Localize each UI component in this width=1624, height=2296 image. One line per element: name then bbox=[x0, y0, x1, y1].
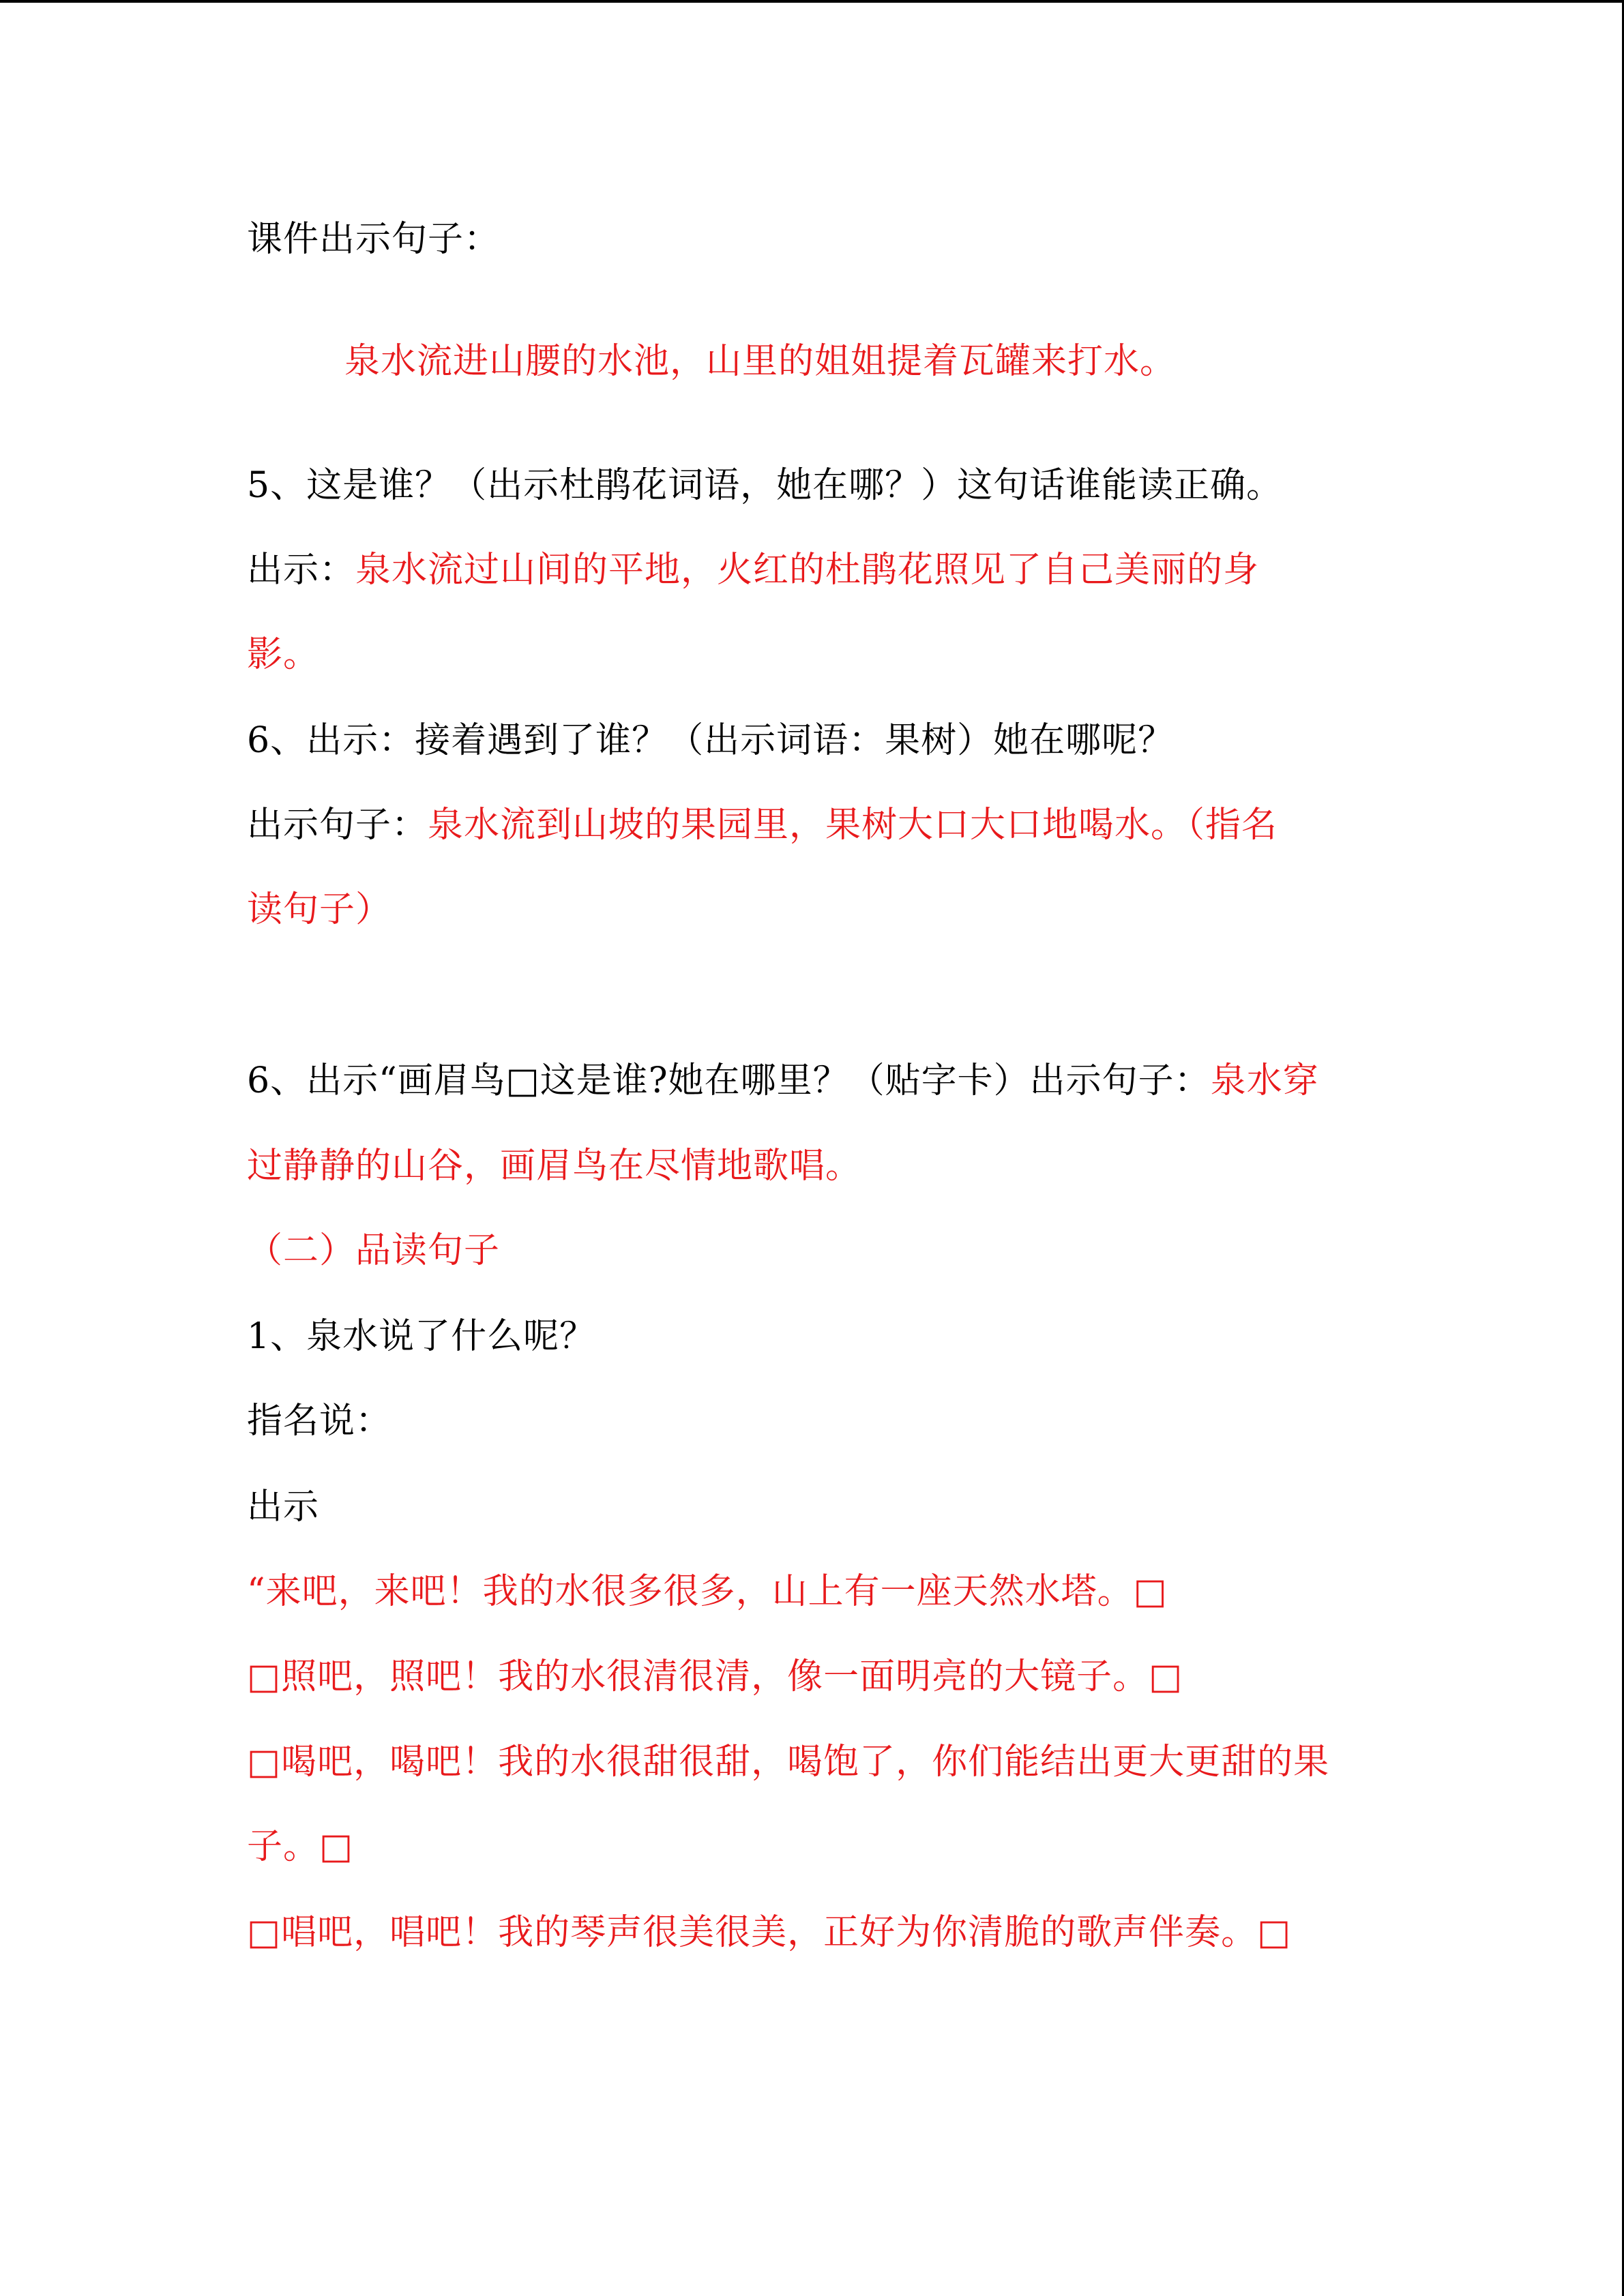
line-text-black: 出示 bbox=[247, 1487, 320, 1527]
line-text-black: 6、出示：接着遇到了谁？（出示词语：果树）她在哪呢？ bbox=[247, 720, 1175, 761]
quote-drink bbox=[247, 1740, 1329, 1784]
line-text-black: 出示句子： bbox=[247, 805, 428, 846]
quote-sing bbox=[247, 1911, 1291, 1954]
line-text-red: “来吧，来吧！我的水很多很多，山上有一座天然水塔。□ bbox=[247, 1571, 1168, 1612]
line-text-black: 6、出示“画眉鸟□这是谁?她在哪里？（贴字卡）出示句子： bbox=[247, 1060, 1211, 1101]
line-text-black: 5、这是谁？（出示杜鹃花词语，她在哪？）这句话谁能读正确。 bbox=[247, 465, 1283, 506]
line-text-red: 泉水流过山间的平地，火红的杜鹃花照见了自己美丽的身 bbox=[355, 550, 1260, 591]
quote-come bbox=[247, 1570, 1168, 1613]
show-azalea-sentence bbox=[247, 548, 1259, 592]
question-1 bbox=[247, 1315, 595, 1358]
line-text-black: 课件出示句子： bbox=[247, 219, 501, 260]
line-text-red: 泉水流进山腰的水池，山里的姐姐提着瓦罐来打水。 bbox=[344, 341, 1177, 382]
show-azalea-sentence-cont bbox=[247, 633, 319, 676]
show-orchard-sentence bbox=[247, 803, 1278, 847]
show-label bbox=[247, 1485, 319, 1529]
step-6-thrush bbox=[247, 1059, 1319, 1103]
line-text-red: 泉水流到山坡的果园里，果树大口大口地喝水。（指名 bbox=[428, 805, 1278, 846]
quote-reflect bbox=[247, 1655, 1183, 1699]
quote-drink-cont bbox=[247, 1825, 353, 1868]
line-text-red: □照吧，照吧！我的水很清很清，像一面明亮的大镜子。□ bbox=[247, 1656, 1183, 1697]
line-text-black: 指名说： bbox=[247, 1401, 392, 1442]
line-text-red: 影。 bbox=[247, 634, 320, 675]
step-6-thrush-cont bbox=[247, 1144, 861, 1188]
section-heading-2 bbox=[247, 1229, 500, 1272]
courseware-heading bbox=[247, 218, 500, 261]
line-text-red: □唱吧，唱吧！我的琴声很美很美，正好为你清脆的歌声伴奏。□ bbox=[247, 1912, 1292, 1953]
step-6-fruit-tree bbox=[247, 719, 1174, 762]
line-text-red: 读句子） bbox=[247, 889, 392, 930]
line-text-red: □喝吧，喝吧！我的水很甜很甜，喝饱了，你们能结出更大更甜的果 bbox=[247, 1742, 1330, 1783]
named-reply bbox=[247, 1399, 392, 1443]
line-text-red: 子。□ bbox=[247, 1826, 354, 1867]
line-text-red: （二）品读句子 bbox=[247, 1230, 501, 1271]
step-5-question bbox=[247, 464, 1282, 507]
sentence-spring-pool bbox=[344, 340, 1176, 383]
line-text-red: 过静静的山谷，画眉鸟在尽情地歌唱。 bbox=[247, 1146, 862, 1187]
show-orchard-sentence-cont bbox=[247, 888, 392, 931]
line-text-red: 泉水穿 bbox=[1210, 1060, 1319, 1101]
line-text-black: 出示： bbox=[247, 550, 356, 591]
line-text-black: 1、泉水说了什么呢？ bbox=[247, 1316, 596, 1357]
